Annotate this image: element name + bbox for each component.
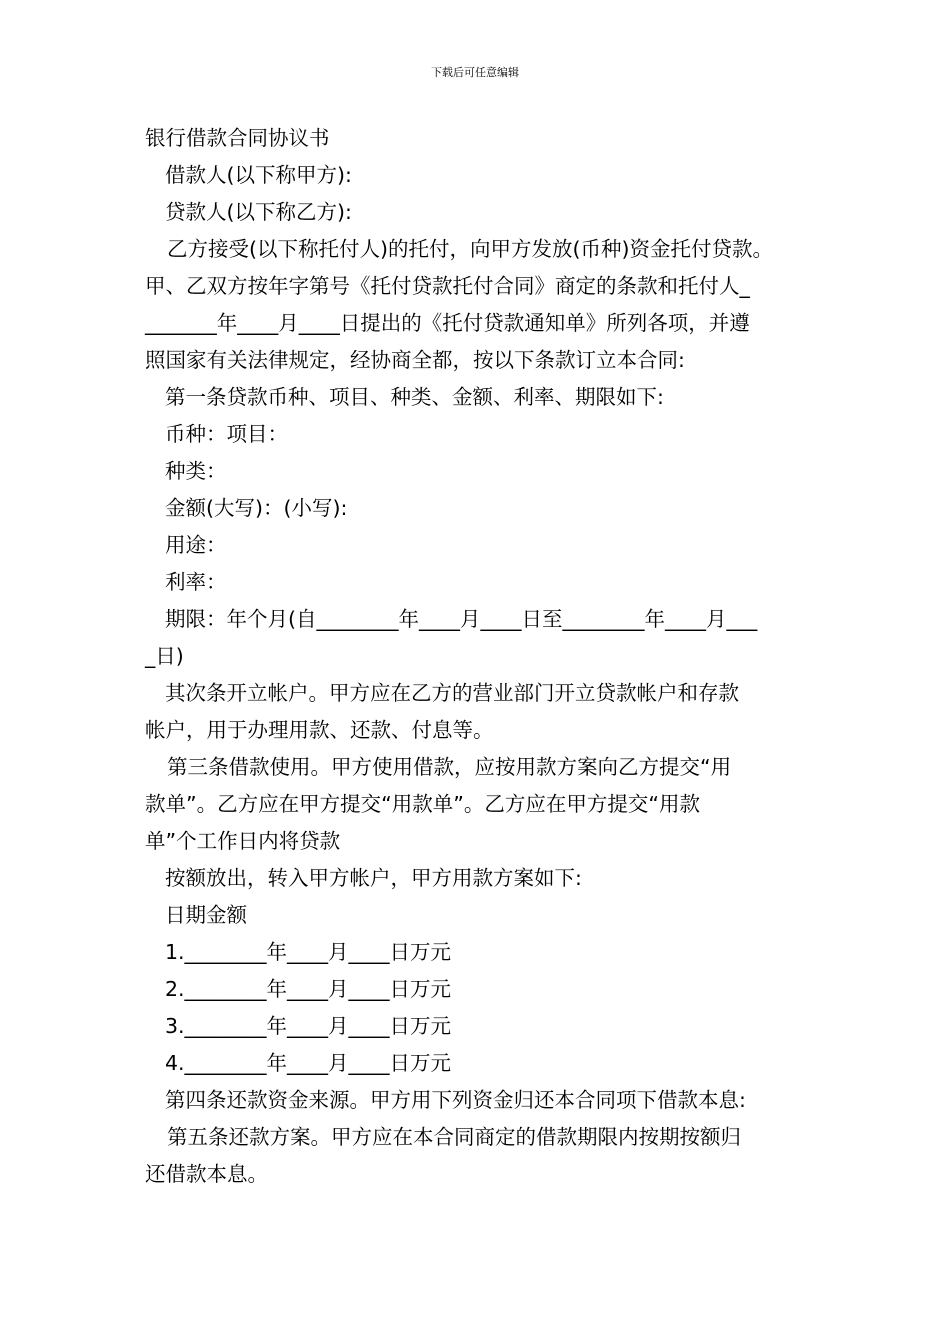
- article5-line: 还借款本息。: [145, 1162, 268, 1186]
- article2-line: 其次条开立帐户。甲方应在乙方的营业部门开立贷款帐户和存款: [165, 681, 739, 705]
- article5-line: 第五条还款方案。甲方应在本合同商定的借款期限内按期按额归: [167, 1125, 741, 1149]
- intro-line: 甲、乙双方按年字第号《托付贷款托付合同》商定的条款和托付人_: [145, 274, 750, 298]
- schedule-row: 3.________年____月____日万元: [165, 1014, 452, 1038]
- disbursement-line: 按额放出，转入甲方帐户，甲方用款方案如下:: [165, 866, 582, 890]
- intro-line: 照国家有关法律规定，经协商全都，按以下条款订立本合同:: [145, 348, 685, 372]
- article1-heading: 第一条贷款币种、项目、种类、金额、利率、期限如下:: [165, 385, 664, 409]
- schedule-row: 4.________年____月____日万元: [165, 1051, 452, 1075]
- intro-line: 乙方接受(以下称托付人)的托付，向甲方发放(币种)资金托付贷款。: [167, 237, 773, 261]
- intro-line: _______年____月____日提出的《托付贷款通知单》所列各项，并遵: [145, 311, 750, 335]
- article1-type: 种类：: [165, 459, 227, 483]
- article3-line: 单”个工作日内将贷款: [145, 829, 341, 853]
- article1-rate: 利率：: [165, 570, 227, 594]
- lender-line: 贷款人(以下称乙方):: [165, 200, 352, 224]
- article1-amount: 金额(大写)：(小写):: [165, 496, 348, 520]
- schedule-header: 日期金额: [165, 903, 247, 927]
- borrower-line: 借款人(以下称甲方):: [165, 163, 352, 187]
- document-body: [145, 120, 810, 1193]
- article1-purpose: 用途：: [165, 533, 227, 557]
- article1-term: _日): [145, 644, 184, 668]
- article2-line: 帐户，用于办理用款、还款、付息等。: [145, 718, 494, 742]
- schedule-row: 2.________年____月____日万元: [165, 977, 452, 1001]
- document-title: 银行借款合同协议书: [145, 126, 330, 150]
- article3-line: 款单”。乙方应在甲方提交“用款单”。乙方应在甲方提交“用款: [145, 792, 700, 816]
- article1-currency-item: 币种：项目：: [165, 422, 288, 446]
- article3-line: 第三条借款使用。甲方使用借款，应按用款方案向乙方提交“用: [167, 755, 732, 779]
- page-header: 下载后可任意编辑: [431, 66, 519, 79]
- article4-line: 第四条还款资金来源。甲方用下列资金归还本合同项下借款本息:: [165, 1088, 746, 1112]
- article1-term: 期限：年个月(自________年____月____日至________年____月___: [165, 607, 758, 631]
- schedule-row: 1.________年____月____日万元: [165, 940, 452, 964]
